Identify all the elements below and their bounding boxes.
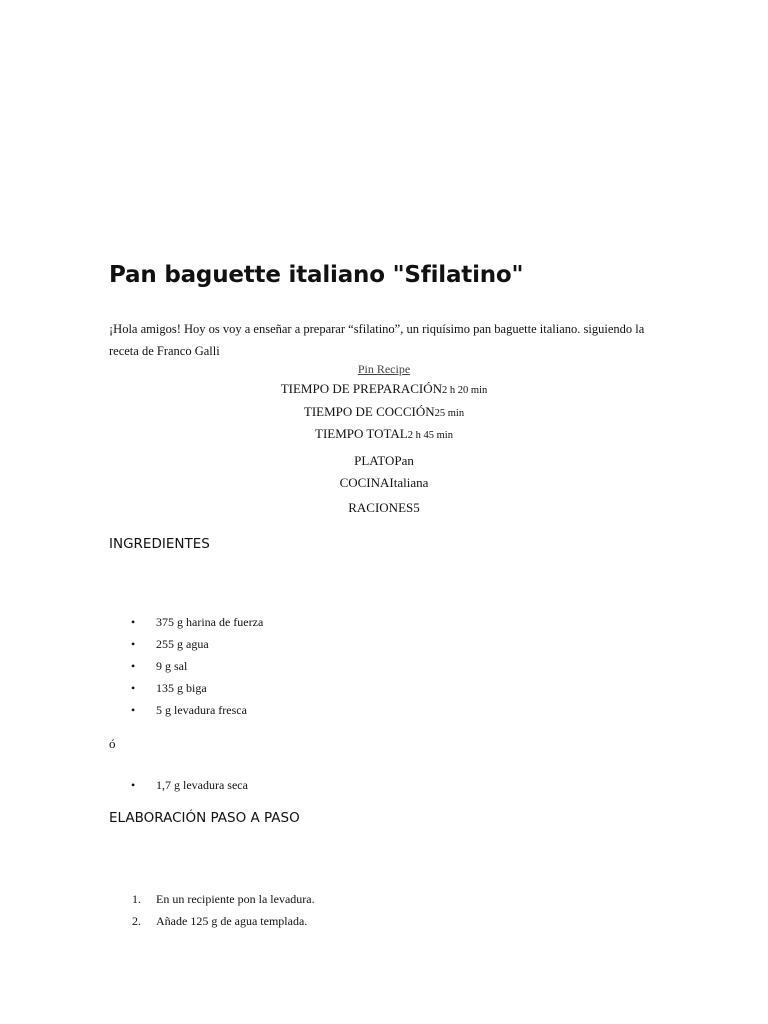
raciones-value: 5 [413, 500, 420, 515]
ingredients-list [109, 611, 263, 721]
raciones-label: RACIONES [348, 500, 414, 515]
total-time-value: 2 h 45 min [407, 430, 453, 441]
steps-heading: ELABORACIÓN PASO A PASO [109, 810, 300, 826]
plato-label: PLATO [354, 453, 395, 468]
plato [0, 453, 768, 469]
prep-time-value: 2 h 20 min [442, 385, 488, 396]
list-item: • 375 g harina de fuerza [109, 611, 263, 633]
list-item: • 5 g levadura fresca [109, 699, 263, 721]
list-item: • 255 g agua [109, 633, 263, 655]
intro-paragraph: ¡Hola amigos! Hoy os voy a enseñar a preparar “sfilatino”, un riquísimo pan baguette italiano. siguiendo la receta de Franco Galli [109, 322, 645, 358]
cocina [0, 475, 768, 491]
ingredients-heading: INGREDIENTES [109, 536, 210, 552]
steps-list [109, 888, 315, 932]
step-text: Añade 125 g de agua templada. [156, 914, 308, 928]
recipe-title: Pan baguette italiano "Sfilatino" [109, 262, 524, 288]
cocina-value: Italiana [389, 475, 429, 490]
total-time [0, 426, 768, 442]
prep-time [0, 381, 768, 397]
prep-time-label: TIEMPO DE PREPARACIÓN [280, 381, 443, 396]
total-time-label: TIEMPO TOTAL [315, 426, 408, 441]
cook-time-label: TIEMPO DE COCCIÓN [303, 404, 435, 419]
or-text: ó [109, 736, 116, 751]
raciones [0, 500, 768, 516]
step-text: En un recipiente pon la levadura. [156, 892, 315, 906]
step-number: 2. [132, 914, 141, 928]
alt-ingredients-list [109, 774, 248, 796]
cook-time-value: 25 min [434, 408, 465, 419]
list-item [109, 888, 315, 910]
list-item: • 135 g biga [109, 677, 263, 699]
plato-value: Pan [394, 453, 414, 468]
cook-time [0, 404, 768, 420]
list-item: • 9 g sal [109, 655, 263, 677]
list-item [109, 910, 315, 932]
pin-recipe-link[interactable]: Pin Recipe [357, 362, 411, 376]
cocina-label: COCINA [339, 475, 390, 490]
list-item: • 1,7 g levadura seca [109, 774, 248, 796]
step-number: 1. [132, 892, 141, 906]
